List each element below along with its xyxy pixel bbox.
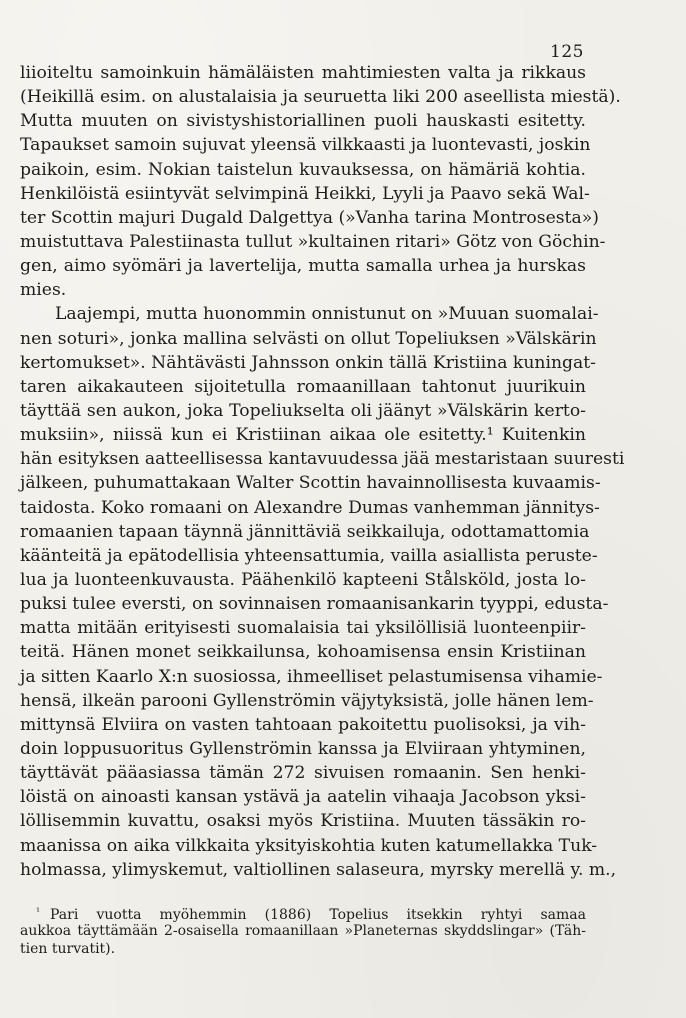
text-line: ja sitten Kaarlo X:n suosiossa, ihmeelliset pelastumisensa vihamie- — [20, 666, 603, 687]
text-line: täyttää sen aukon, joka Topeliukselta oli jäänyt »Välskärin kerto- — [20, 400, 586, 421]
footnote-line: aukkoa täyttämään 2-osaisella romaanillaan »Planeternas skyddslingar» (Täh- — [20, 923, 586, 939]
text-line: mittynsä Elviira on vasten tahtoaan pakoitettu puolisoksi, ja vih- — [20, 714, 586, 735]
text-line: ter Scottin majuri Dugald Dalgettya (»Vanha tarina Montrosesta») — [20, 207, 599, 228]
text-line: hensä, ilkeän parooni Gyllenströmin väjytyksistä, jolle hänen lem- — [20, 690, 594, 711]
text-line: nen soturi», jonka mallina selvästi on ollut Topeliuksen »Välskärin — [20, 328, 597, 349]
text-line: liioiteltu samoinkuin hämäläisten mahtimiesten valta ja rikkaus — [20, 63, 586, 83]
text-line: muksiin», niissä kun ei Kristiinan aikaa ole esitetty.¹ Kuitenkin — [20, 425, 586, 446]
text-line: (Heikillä esim. on alustalaisia ja seuruetta liki 200 aseellista miestä). — [20, 87, 621, 108]
text-line: taren aikakauteen sijoitetulla romaanillaan tahtonut juurikuin — [20, 376, 586, 397]
text-line: maanissa on aika vilkkaita yksityiskohtia kuten katumellakka Tuk- — [20, 835, 598, 856]
text-line: lua ja luonteenkuvausta. Päähenkilö kapteeni Stålsköld, josta lo- — [20, 569, 586, 590]
text-line: kertomukset». Nähtävästi Jahnsson onkin tällä Kristiina kuningat- — [20, 352, 596, 373]
text-line: mies. — [20, 280, 67, 301]
footnote — [20, 904, 586, 958]
footnote-text: Pari vuotta myöhemmin (1886) Topelius itsekkin ryhtyi samaa — [50, 907, 586, 923]
text-line: puksi tulee eversti, on sovinnaisen romaanisankarin tyyppi, edusta- — [20, 594, 609, 615]
text-line: hän esityksen aatteellisessa kantavuudessa jää mestaristaan suuresti — [20, 449, 625, 470]
paragraph-start-line: Laajempi, mutta huonommin onnistunut on »Muuan suomalai- — [55, 304, 599, 325]
text-line: löistä on ainoasti kansan ystävä ja aatelin vihaaja Jacobson yksi- — [20, 787, 586, 808]
footnote-line — [20, 904, 586, 922]
text-line: doin loppusuoritus Gyllenströmin kanssa ja Elviiraan yhtyminen, — [20, 738, 586, 759]
text-line: löllisemmin kuvattu, osaksi myös Kristiina. Muuten tässäkin ro- — [20, 811, 586, 832]
text-line: muistuttava Palestiinasta tullut »kultainen ritari» Götz von Göchin- — [20, 231, 606, 252]
text-line: taidosta. Koko romaani on Alexandre Dumas vanhemman jännitys- — [20, 497, 600, 518]
text-line: romaanien tapaan täynnä jännittäviä seikkailuja, odottamattomia — [20, 521, 590, 542]
text-line: teitä. Hänen monet seikkailunsa, kohoamisensa ensin Kristiinan — [20, 642, 586, 663]
text-line: käänteitä ja epätodellisia yhteensattumia, vailla asiallista peruste- — [20, 545, 598, 566]
text-line: Henkilöistä esiintyvät selvimpinä Heikki, Lyyli ja Paavo sekä Wal- — [20, 183, 590, 204]
text-line: paikoin, esim. Nokian taistelun kuvauksessa, on hämäriä kohtia. — [20, 159, 586, 180]
footnote-line: tien turvatit). — [20, 941, 116, 957]
footnote-mark: ¹ — [36, 907, 41, 918]
text-line: jälkeen, puhumattakaan Walter Scottin havainnollisesta kuvaamis- — [20, 473, 601, 494]
text-line: holmassa, ylimyskemut, valtiollinen salaseura, myrsky merellä y. m., — [20, 859, 617, 880]
text-line: Tapaukset samoin sujuvat yleensä vilkkaasti ja luontevasti, joskin — [20, 135, 591, 156]
text-line: Mutta muuten on sivistyshistoriallinen puoli hauskasti esitetty. — [20, 111, 586, 132]
text-line: matta mitään erityisesti suomalaisia tai yksilöllisiä luonteenpiir- — [20, 618, 586, 639]
text-line: gen, aimo syömäri ja lavertelija, mutta samalla urhea ja hurskas — [20, 256, 586, 277]
body-text — [20, 61, 625, 882]
text-line: täyttävät pääasiassa tämän 272 sivuisen romaanin. Sen henki- — [20, 763, 586, 784]
page-number: 125 — [550, 42, 584, 62]
